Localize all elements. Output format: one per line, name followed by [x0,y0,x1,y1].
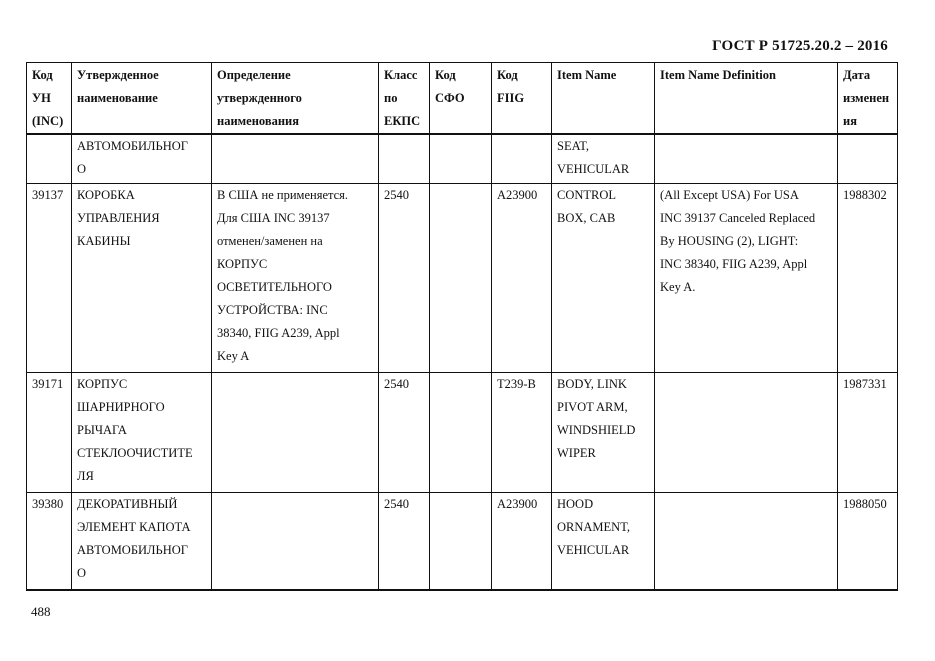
cell-item-name: HOOD ORNAMENT, VEHICULAR [552,493,655,591]
cell-item-name-definition: (All Except USA) For USA INC 39137 Canceled Replaced By HOUSING (2), LIGHT: INC 38340, FIIG A239, Appl Key A. [655,184,838,373]
cell-fiig: T239-B [492,373,552,493]
cell-sfo [430,184,492,373]
cell-fiig: A23900 [492,493,552,591]
cell-class: 2540 [379,373,430,493]
cell-inc: 39380 [27,493,72,591]
table-header-row [27,63,898,135]
cell-definition [212,373,379,493]
table-row [27,184,898,373]
cell-date: 1987331 [838,373,898,493]
cell-date [838,134,898,184]
cell-item-name: CONTROL BOX, CAB [552,184,655,373]
column-header-fiig: Код FIIG [492,63,552,135]
cell-class: 2540 [379,493,430,591]
standard-designation: ГОСТ Р 51725.20.2 – 2016 [712,38,888,54]
cell-date: 1988050 [838,493,898,591]
cell-approved-name: ДЕКОРАТИВНЫЙ ЭЛЕМЕНТ КАПОТА АВТОМОБИЛЬНОГ О [72,493,212,591]
column-header-approved-name: Утвержденное наименование [72,63,212,135]
page-number: 488 [31,604,51,619]
cell-sfo [430,134,492,184]
cell-fiig: A23900 [492,184,552,373]
column-header-date: Дата изменен ия [838,63,898,135]
cell-item-name-definition [655,493,838,591]
cell-date: 1988302 [838,184,898,373]
cell-item-name: BODY, LINK PIVOT ARM, WINDSHIELD WIPER [552,373,655,493]
cell-inc [27,134,72,184]
cell-fiig [492,134,552,184]
column-header-class: Класс по ЕКПС [379,63,430,135]
column-header-definition: Определение утвержденного наименования [212,63,379,135]
cell-approved-name: АВТОМОБИЛЬНОГ О [72,134,212,184]
cell-approved-name: КОРПУС ШАРНИРНОГО РЫЧАГА СТЕКЛООЧИСТИТЕ ЛЯ [72,373,212,493]
cell-item-name-definition [655,373,838,493]
cell-item-name-definition [655,134,838,184]
column-header-item-name: Item Name [552,63,655,135]
cell-approved-name: КОРОБКА УПРАВЛЕНИЯ КАБИНЫ [72,184,212,373]
cell-item-name: SEAT, VEHICULAR [552,134,655,184]
cell-inc: 39171 [27,373,72,493]
column-header-item-name-definition: Item Name Definition [655,63,838,135]
cell-class: 2540 [379,184,430,373]
table-row [27,373,898,493]
column-header-inc: Код УН (INC) [27,63,72,135]
cell-definition [212,134,379,184]
table-row [27,134,898,184]
column-header-sfo: Код СФО [430,63,492,135]
cell-inc: 39137 [27,184,72,373]
cell-sfo [430,373,492,493]
cell-sfo [430,493,492,591]
cell-definition [212,493,379,591]
catalog-table [26,62,898,591]
table-row [27,493,898,591]
cell-class [379,134,430,184]
cell-definition: В США не применяется. Для США INC 39137 отменен/заменен на КОРПУС ОСВЕТИТЕЛЬНОГО УСТРОЙСТВА: INC 38340, FIIG A239, Appl Key A [212,184,379,373]
